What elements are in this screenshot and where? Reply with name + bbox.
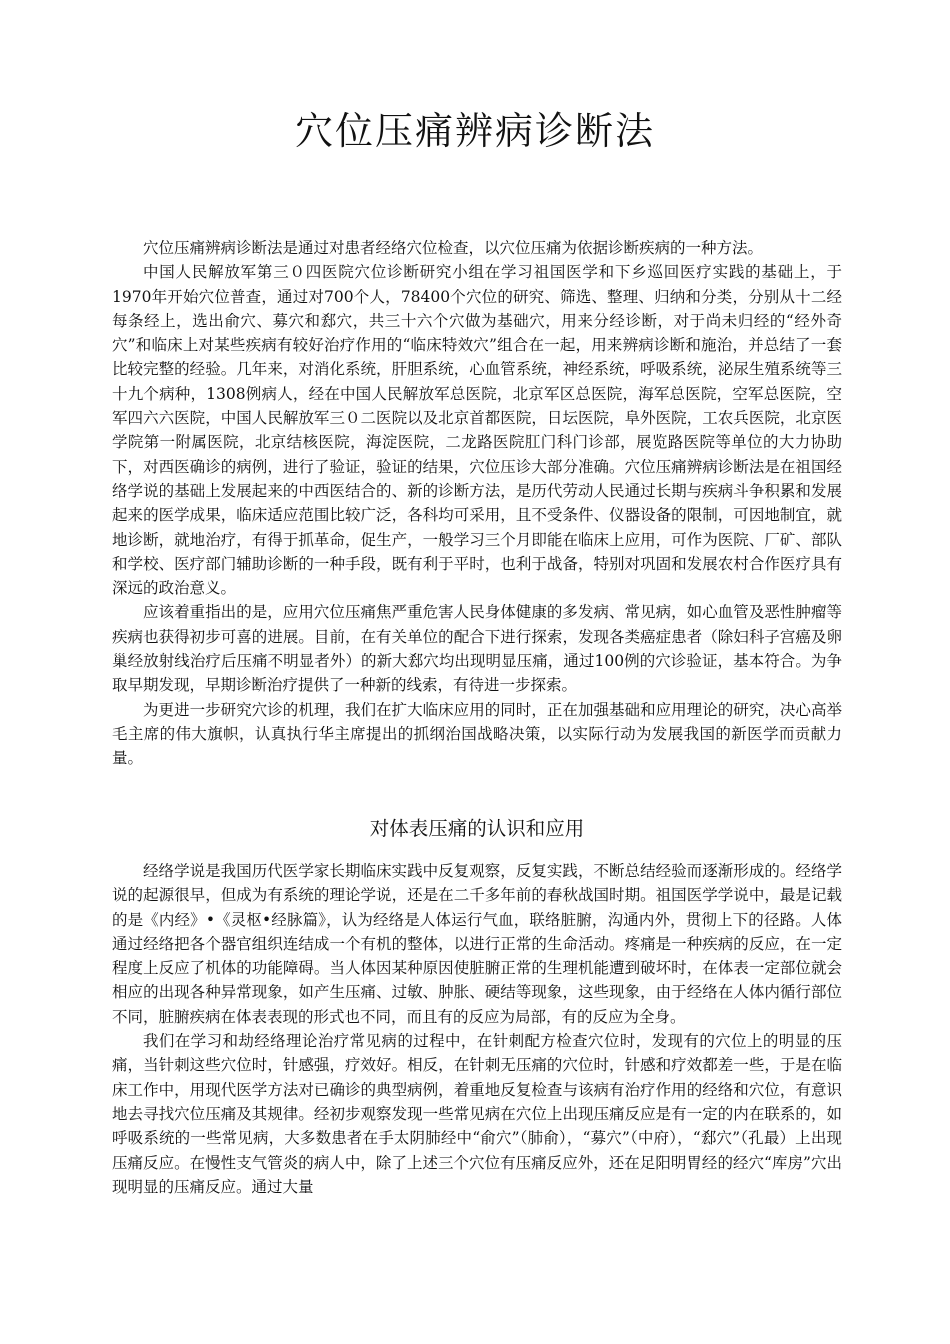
intro-paragraph-4: 为更进一步研究穴诊的机理，我们在扩大临床应用的同时，正在加强基础和应用理论的研究，决心高举毛主席的伟大旗帜，认真执行华主席提出的抓纲治国战略决策，以实际行动为发展我国的新医学而贡献力量。 xyxy=(112,700,842,768)
intro-paragraph-3: 应该着重指出的是，应用穴位压痛焦严重危害人民身体健康的多发病、常见病，如心血管及恶性肿瘤等疾病也获得初步可喜的进展。目前，在有关单位的配合下进行探索，发现各类癌症患者（除妇科子宫癌及卵巢经放射线治疗后压痛不明显者外）的新大郄穴均出现明显压痛，通过100例的穴诊验证，基本符合。为争取早期发现，早期诊断治疗提供了一种新的线索，有待进一步探索。 xyxy=(112,603,842,695)
section-paragraph-2: 我们在学习和劫经络理论治疗常见病的过程中，在针刺配方检查穴位时，发现有的穴位上的明显的压痛，当针刺这些穴位时，针感强，疗效好。相反，在针刺无压痛的穴位时，针感和疗效都差一些，于是在临床工作中，用现代医学方法对已确诊的典型病例，着重地反复检查与该病有治疗作用的经络和穴位，有意识地去寻找穴位压痛及其规律。经初步观察发现一些常见病在穴位上出现压痛反应是有一定的内在联系的，如呼吸系统的一些常见病，大多数患者在手太阴肺经中“俞穴”（肺俞），“募穴”（中府），“郄穴”（孔最）上出现压痛反应。在慢性支气管炎的病人中，除了上述三个穴位有压痛反应外，还在足阳明胃经的经穴“库房”穴出现明显的压痛反应。通过大量 xyxy=(112,1032,842,1196)
intro-paragraph-2: 中国人民解放军第三０四医院穴位诊断研究小组在学习祖国医学和下乡巡回医疗实践的基础上，于1970年开始穴位普查，通过对700个人，78400个穴位的研究、筛选、整理、归纳和分类，分别从十二经每条经上，选出俞穴、募穴和郄穴，共三十六个穴做为基础穴，用来分经诊断，对于尚未归经的“经外奇穴”和临床上对某些疾病有较好治疗作用的“临床特效穴”组合在一起，用来辨病诊断和施治，并总结了一套比较完整的经验。几年来，对消化系统，肝胆系统，心血管系统，神经系统，呼吸系统，泌尿生殖系统等三十九个病种，1308例病人，经在中国人民解放军总医院，北京军区总医院，海军总医院，空军总医院，空军四六六医院，中国人民解放军三０二医院以及北京首都医院，日坛医院，阜外医院，工农兵医院，北京医学院第一附属医院，北京结核医院，海淀医院，二龙路医院肛门科门诊部，展览路医院等单位的大力协助下，对西医确诊的病例，进行了验证，验证的结果，穴位压诊大部分准确。穴位压痛辨病诊断法是在祖国经络学说的基础上发展起来的中西医结合的、新的诊断方法，是历代劳动人民通过长期与疾病斗争积累和发展起来的医学成果，临床适应范围比较广泛，各科均可采用，且不受条件、仪器设备的限制，可因地制宜，就地诊断，就地治疗，有得于抓革命，促生产，一般学习三个月即能在临床上应用，可作为医院、厂矿、部队和学校、医疗部门辅助诊断的一种手段，既有利于平时，也利于战备，特别对巩固和发展农村合作医疗具有深远的政治意义。 xyxy=(112,263,842,598)
section-heading: 对体表压痛的认识和应用 xyxy=(369,817,585,840)
document-title: 穴位压痛辨病诊断法 xyxy=(294,109,655,153)
intro-section xyxy=(112,236,842,771)
section-body-surface-tenderness xyxy=(112,815,842,1199)
section-paragraph-1: 经络学说是我国历代医学家长期临床实践中反复观察，反复实践，不断总结经验而逐渐形成的。经络学说的起源很早，但成为有系统的理论学说，还是在二千多年前的春秋战国时期。祖国医学学说中，最是记载的是《内经》•《灵枢•经脉篇》，认为经络是人体运行气血，联络脏腑，沟通内外，贯彻上下的径路。人体通过经络把各个器官组织连结成一个有机的整体，以进行正常的生命活动。疼痛是一种疾病的反应，在一定程度上反应了机体的功能障碍。当人体因某种原因使脏腑正常的生理机能遭到破坏时，在体表一定部位就会相应的出现各种异常现象，如产生压痛、过敏、肿胀、硬结等现象，这些现象，由于经络在人体内循行部位不同，脏腑疾病在体表表现的形式也不同，而且有的反应为局部，有的反应为全身。 xyxy=(112,862,842,1026)
intro-paragraph-1: 穴位压痛辨病诊断法是通过对患者经络穴位检查，以穴位压痛为依据诊断疾病的一种方法。 xyxy=(143,239,764,257)
